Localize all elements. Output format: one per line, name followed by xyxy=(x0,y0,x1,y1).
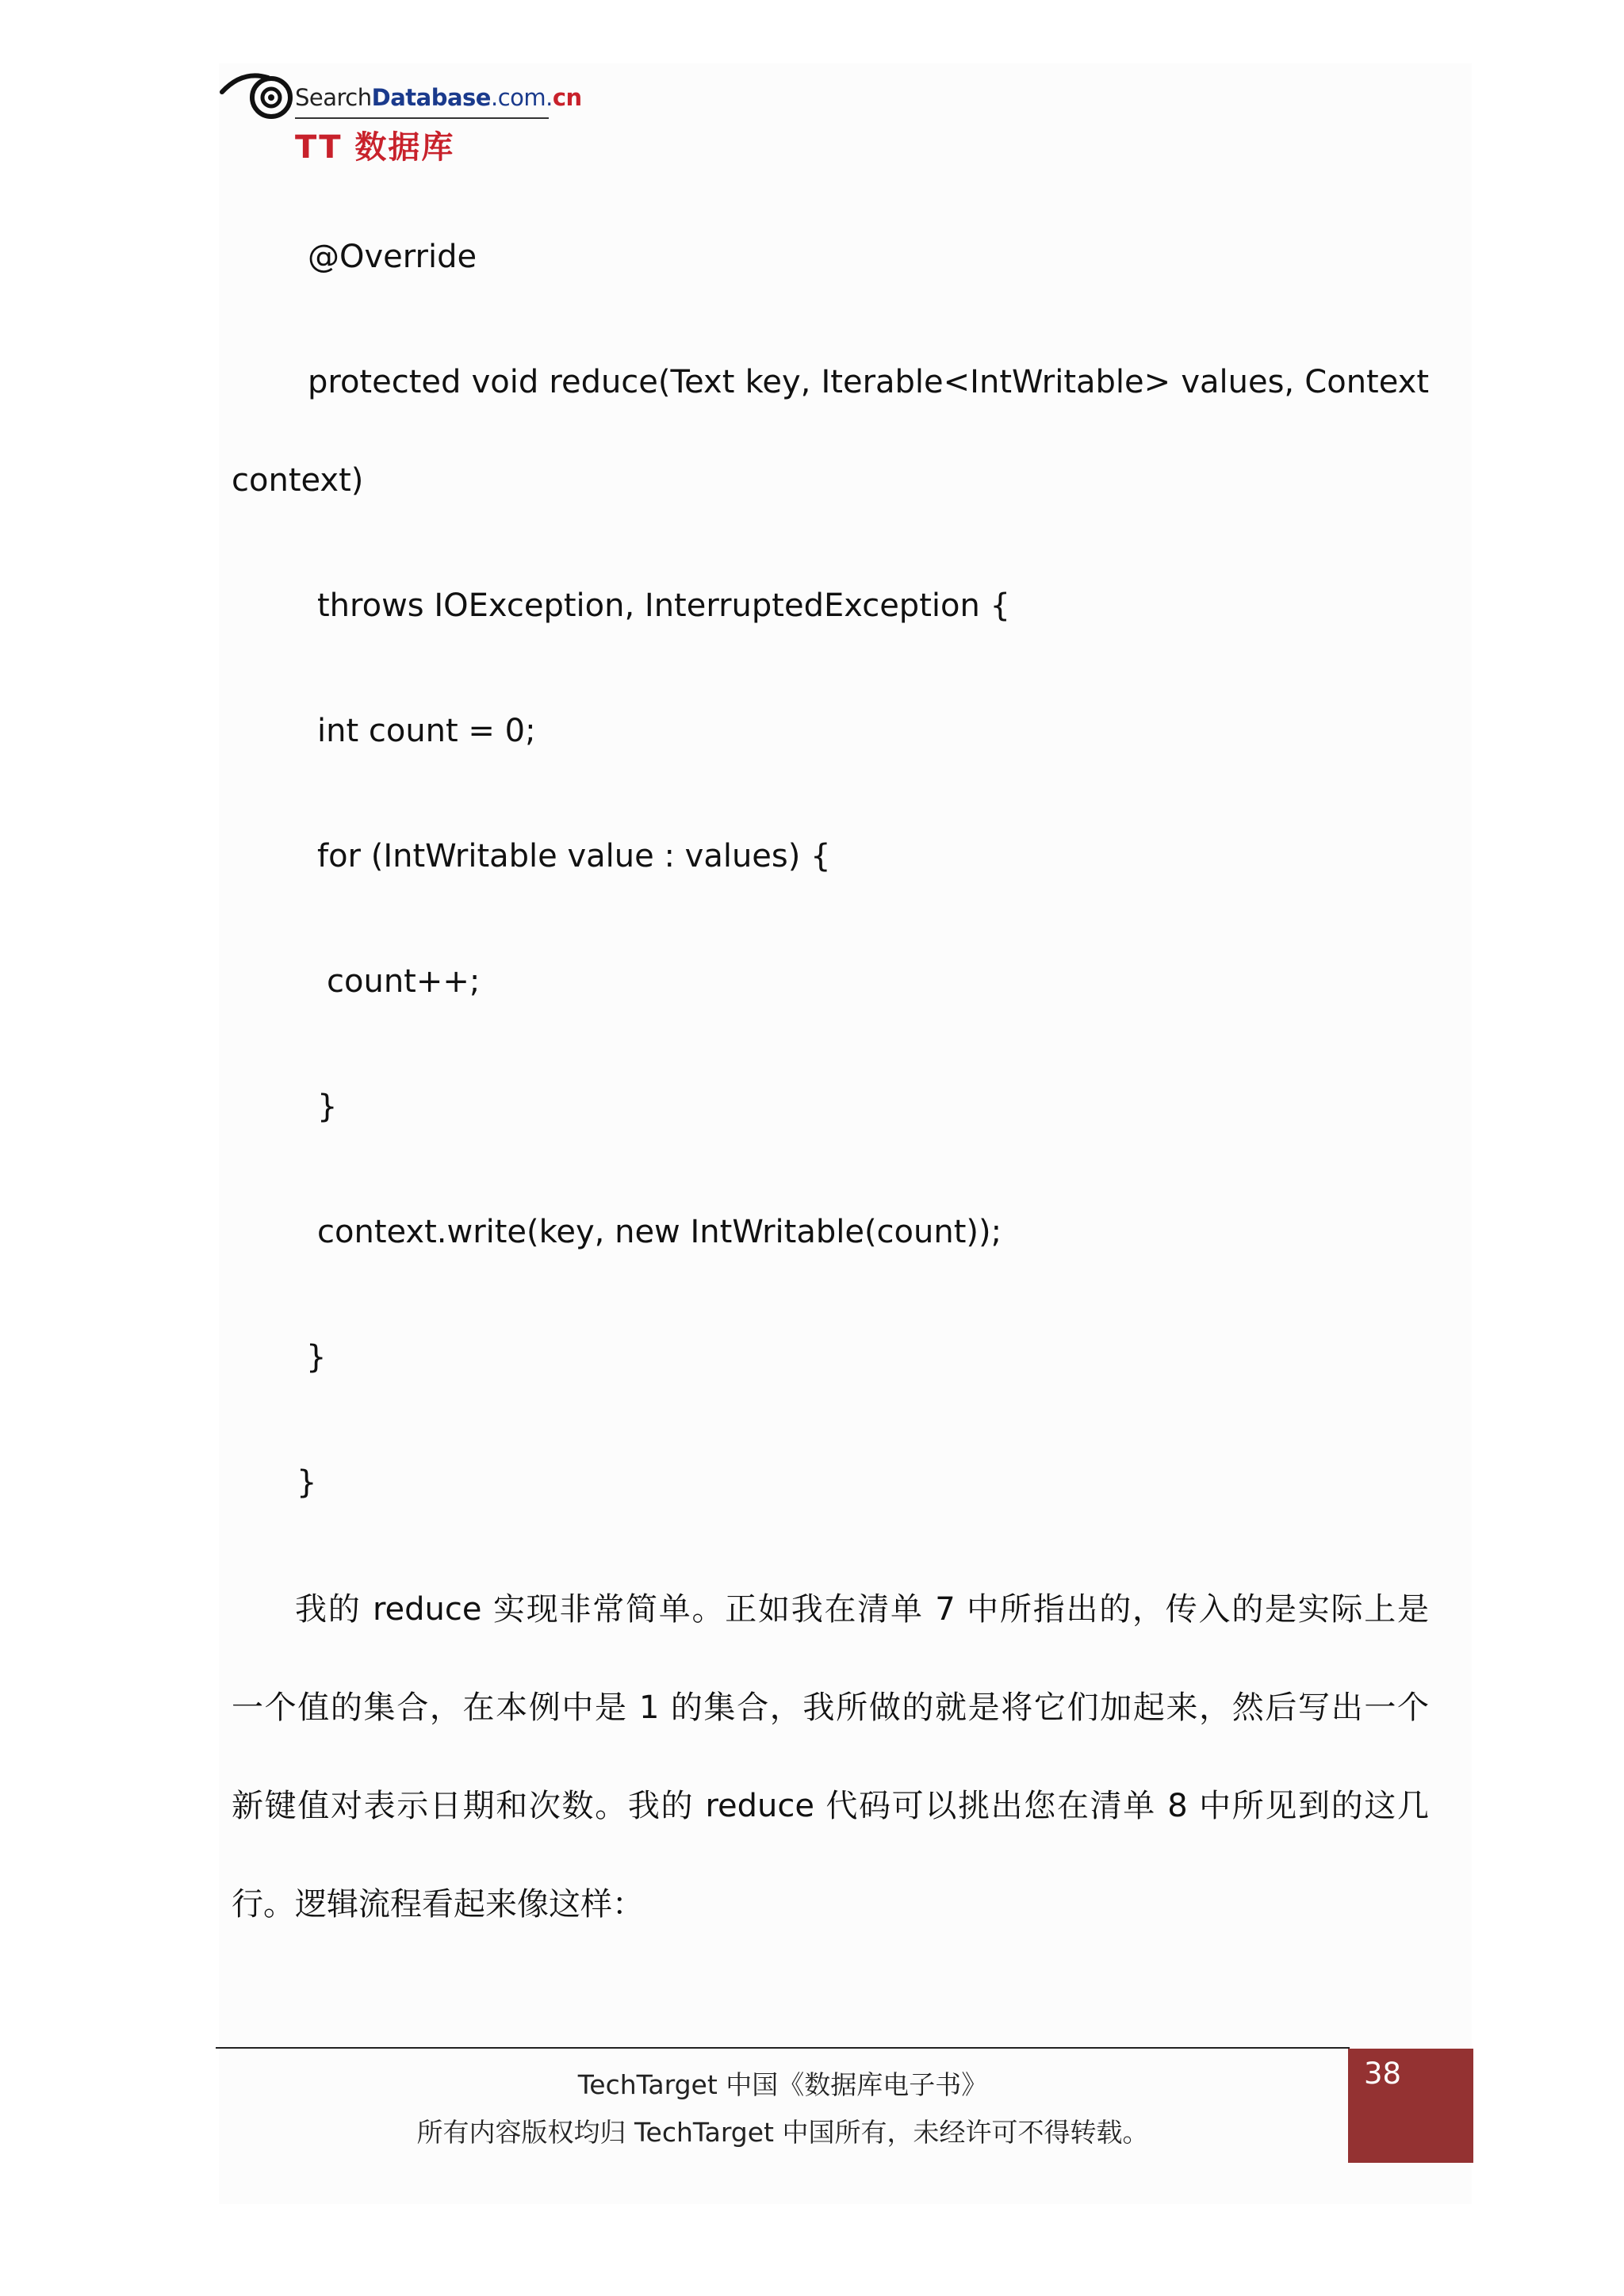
searchdatabase-logo xyxy=(219,65,582,168)
code-line: protected void reduce(Text key, Iterable<IntWritable> values, Context xyxy=(308,364,1429,400)
logo-site-part: .com. xyxy=(490,84,553,111)
page-number: 38 xyxy=(1364,2057,1402,2091)
footer-copyright: 所有内容版权均归 TechTarget 中国所有，未经许可不得转载。 xyxy=(416,2117,1149,2148)
code-line: @Override xyxy=(308,239,477,275)
logo-site-name xyxy=(295,84,582,111)
footer-publication: TechTarget 中国《数据库电子书》 xyxy=(577,2069,988,2100)
page-number-box xyxy=(1348,2049,1473,2163)
code-line: context) xyxy=(232,462,364,499)
code-line: throws IOException, InterruptedException { xyxy=(317,587,1010,624)
paragraph-line: 一个值的集合，在本例中是 1 的集合，我所做的就是将它们加起来，然后写出一个 xyxy=(232,1689,1429,1726)
footer-divider xyxy=(216,2047,1350,2049)
code-line: } xyxy=(317,1089,338,1125)
code-line: } xyxy=(297,1464,317,1501)
code-line: context.write(key, new IntWritable(count)); xyxy=(317,1214,1002,1250)
paragraph-line: 行。逻辑流程看起来像这样： xyxy=(232,1886,644,1923)
paragraph-line: 我的 reduce 实现非常简单。正如我在清单 7 中所指出的，传入的是实际上是 xyxy=(295,1591,1429,1628)
logo-chinese-name: TT 数据库 xyxy=(295,129,455,166)
logo-site-part: Database xyxy=(371,84,491,111)
code-line: } xyxy=(306,1339,327,1376)
code-line: count++; xyxy=(327,963,481,1000)
eye-logo-icon xyxy=(219,65,298,121)
logo-site-part: cn xyxy=(552,84,582,111)
code-line: for (IntWritable value : values) { xyxy=(317,838,831,874)
code-line: int count = 0; xyxy=(317,713,536,749)
logo-underline xyxy=(295,117,549,119)
paragraph-line: 新键值对表示日期和次数。我的 reduce 代码可以挑出您在清单 8 中所见到的这几 xyxy=(232,1788,1429,1824)
logo-site-part: Search xyxy=(295,84,372,111)
